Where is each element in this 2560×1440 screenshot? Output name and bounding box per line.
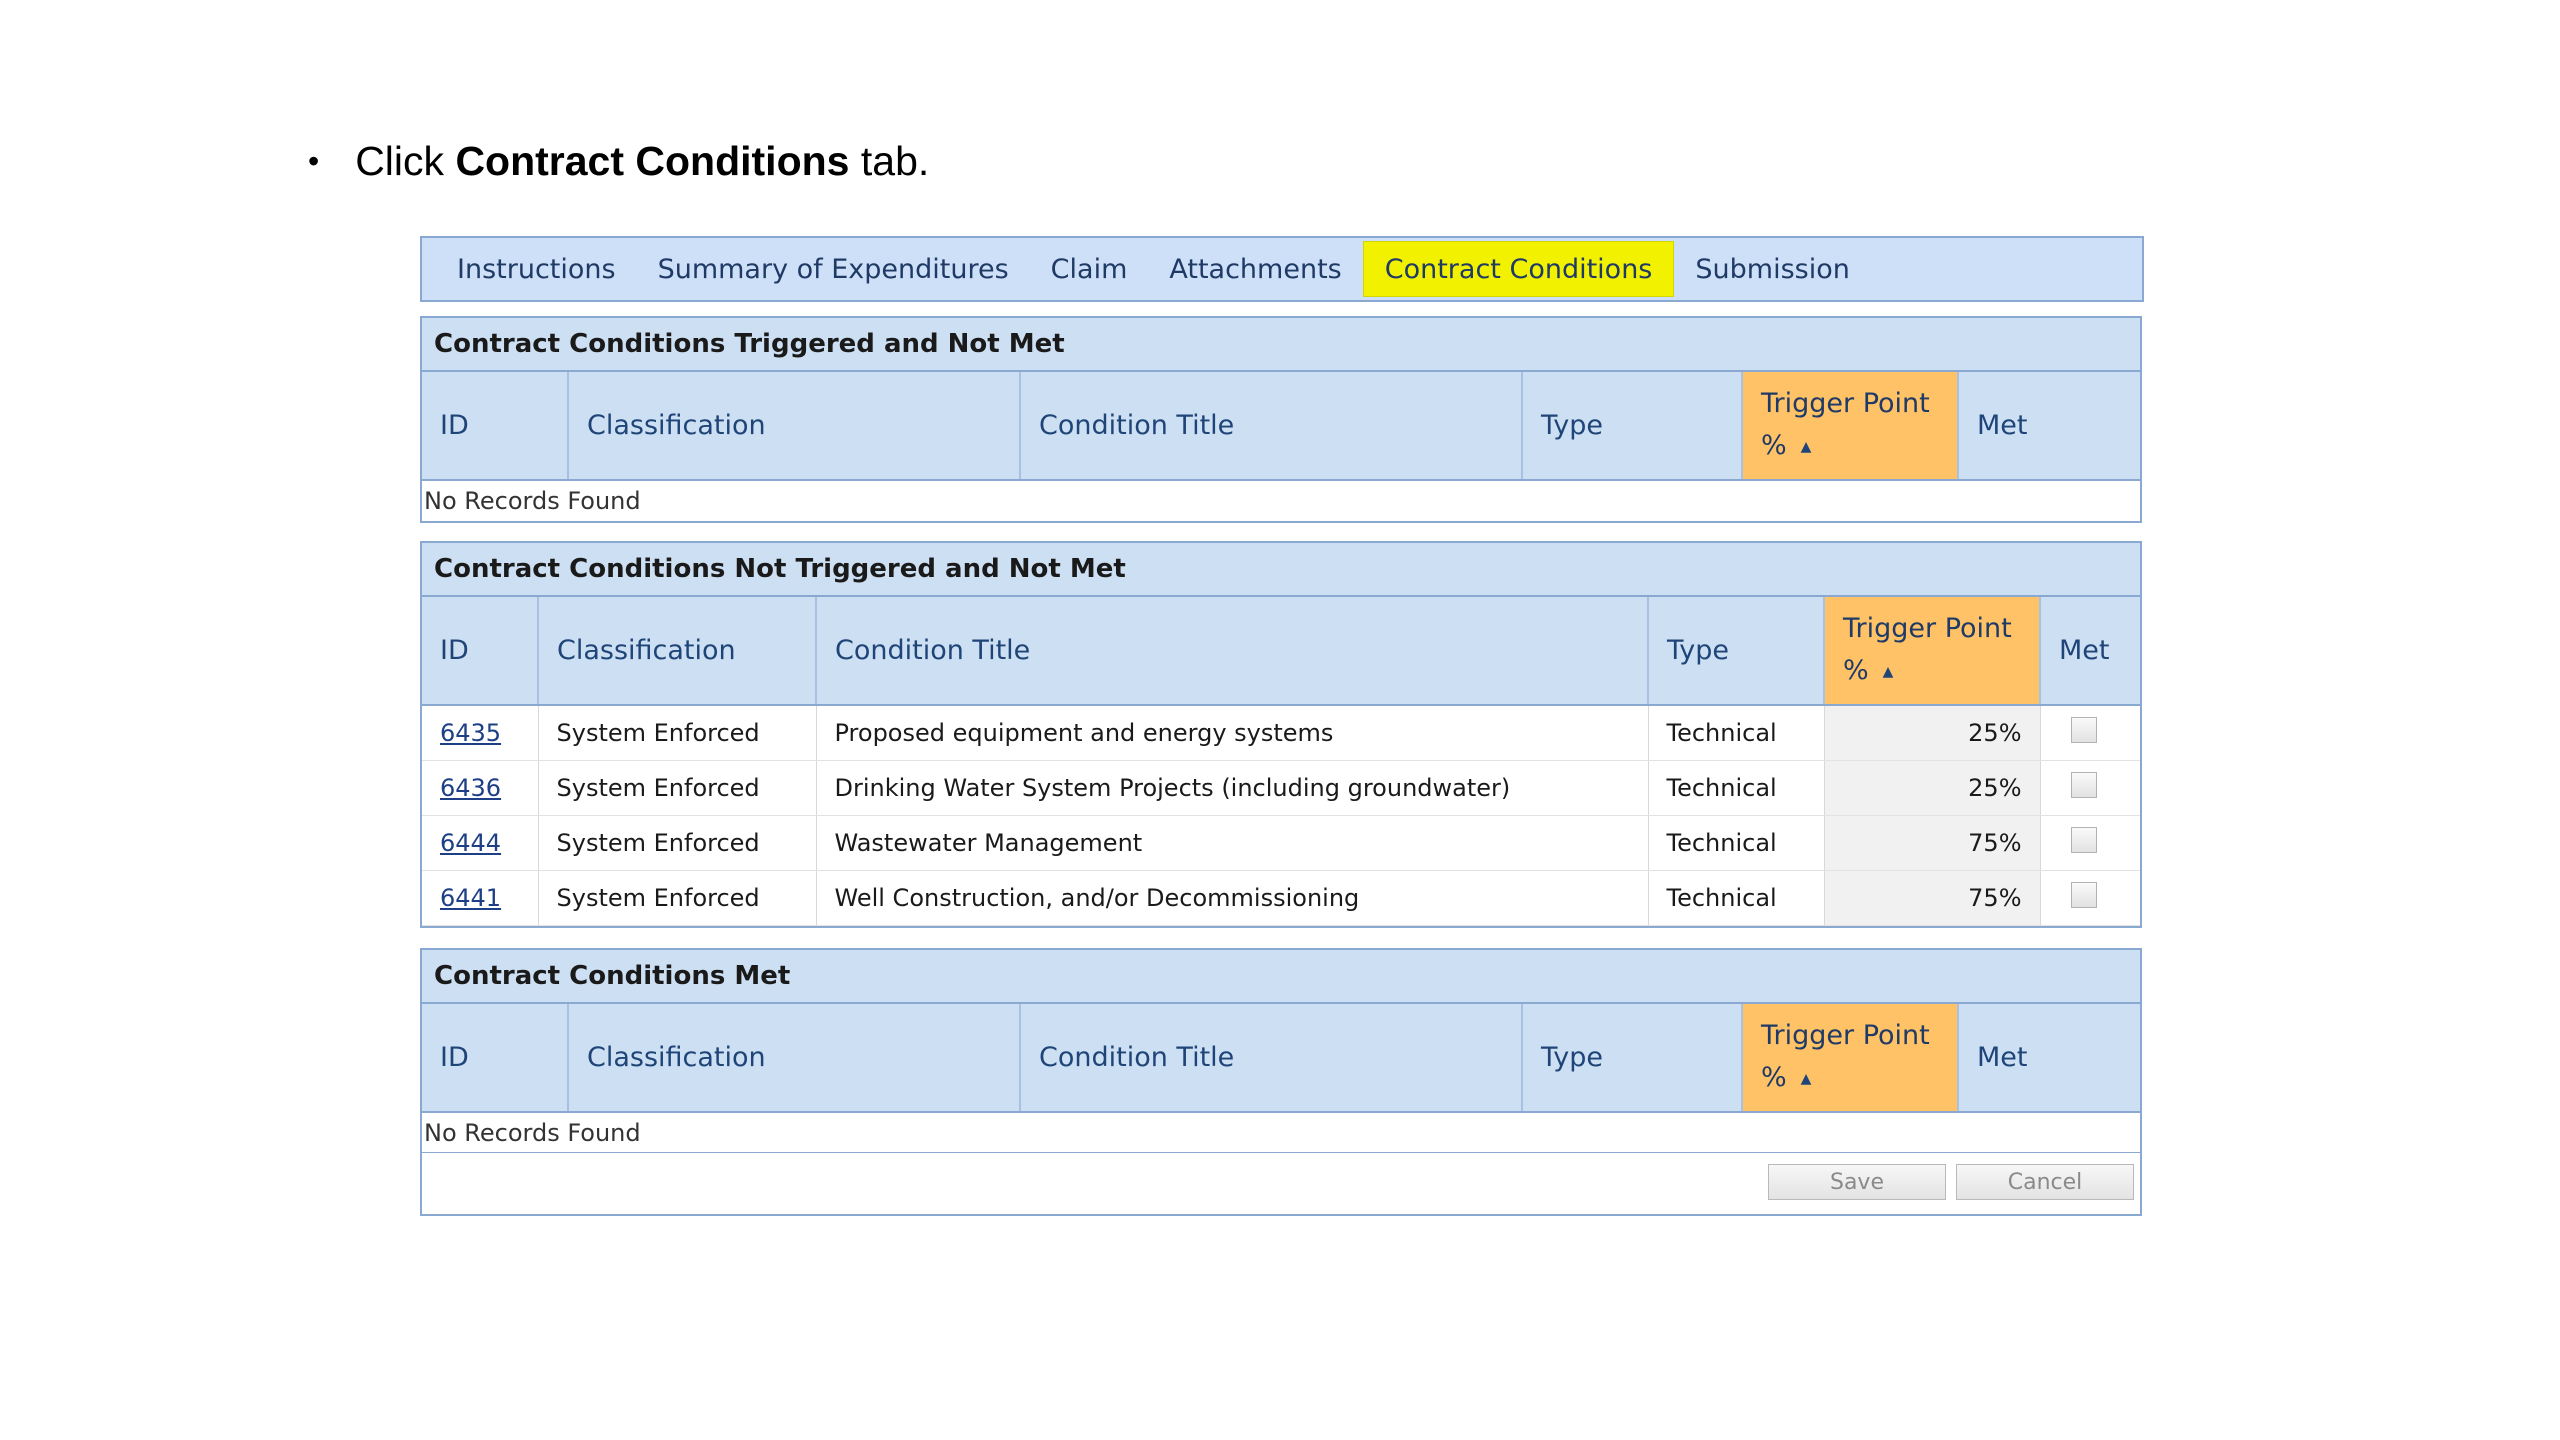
section-title: Contract Conditions Not Triggered and Not Met — [422, 543, 2140, 597]
trigger-label: Trigger Point — [1843, 613, 2012, 645]
column-header-met[interactable]: Met — [2040, 597, 2140, 705]
instruction-text — [308, 138, 929, 185]
condition-id-link[interactable]: 6441 — [440, 883, 502, 912]
instruction-suffix: tab. — [860, 138, 930, 184]
column-header-met[interactable]: Met — [1958, 372, 2140, 480]
no-records-message: No Records Found — [424, 487, 641, 515]
table-row — [422, 760, 2140, 815]
tab-contract-conditions[interactable]: Contract Conditions — [1363, 241, 1675, 297]
section-not-triggered-not-met — [420, 541, 2142, 928]
column-header-classification[interactable]: Classification — [568, 1004, 1020, 1112]
column-header-classification[interactable]: Classification — [538, 597, 816, 705]
column-header-id[interactable]: ID — [422, 597, 538, 705]
conditions-table — [422, 372, 2140, 481]
condition-title-cell: Wastewater Management — [816, 815, 1648, 870]
section-title: Contract Conditions Met — [422, 950, 2140, 1004]
trigger-pct: % — [1843, 655, 1869, 687]
met-checkbox[interactable] — [2071, 717, 2097, 743]
column-header-condition-title[interactable]: Condition Title — [816, 597, 1648, 705]
tab-instructions[interactable]: Instructions — [457, 253, 616, 285]
column-header-id[interactable]: ID — [422, 1004, 568, 1112]
column-header-id[interactable]: ID — [422, 372, 568, 480]
trigger-point-cell: 25% — [1824, 705, 2040, 760]
column-header-classification[interactable]: Classification — [568, 372, 1020, 480]
classification-cell: System Enforced — [538, 760, 816, 815]
section-met — [420, 948, 2142, 1216]
trigger-label: Trigger Point — [1761, 388, 1930, 420]
met-checkbox[interactable] — [2071, 827, 2097, 853]
bullet: • — [308, 143, 320, 179]
column-header-met[interactable]: Met — [1958, 1004, 2140, 1112]
sort-ascending-icon: ▲ — [1800, 1070, 1812, 1087]
form-actions — [1768, 1164, 2134, 1200]
conditions-table — [422, 597, 2140, 926]
table-row — [422, 870, 2140, 925]
instruction-bold: Contract Conditions — [455, 138, 850, 184]
condition-id-link[interactable]: 6436 — [440, 773, 502, 802]
conditions-table — [422, 1004, 2140, 1113]
tab-bar — [420, 236, 2144, 302]
sort-ascending-icon: ▲ — [1800, 438, 1812, 455]
condition-title-cell: Proposed equipment and energy systems — [816, 705, 1648, 760]
section-title: Contract Conditions Triggered and Not Met — [422, 318, 2140, 372]
no-records-message: No Records Found — [422, 1113, 2140, 1153]
column-header-trigger-point[interactable] — [1742, 372, 1958, 480]
column-header-type[interactable]: Type — [1522, 372, 1742, 480]
column-header-trigger-point[interactable] — [1742, 1004, 1958, 1112]
section-triggered-not-met — [420, 316, 2142, 523]
cancel-button[interactable]: Cancel — [1956, 1164, 2134, 1200]
instruction-prefix: Click — [355, 138, 445, 184]
table-row — [422, 815, 2140, 870]
trigger-pct: % — [1761, 430, 1787, 462]
classification-cell: System Enforced — [538, 870, 816, 925]
condition-title-cell: Well Construction, and/or Decommissioning — [816, 870, 1648, 925]
trigger-label: Trigger Point — [1761, 1020, 1930, 1052]
type-cell: Technical — [1648, 870, 1824, 925]
met-checkbox[interactable] — [2071, 772, 2097, 798]
sort-ascending-icon: ▲ — [1882, 663, 1894, 680]
classification-cell: System Enforced — [538, 815, 816, 870]
save-button[interactable]: Save — [1768, 1164, 1946, 1200]
type-cell: Technical — [1648, 815, 1824, 870]
column-header-condition-title[interactable]: Condition Title — [1020, 1004, 1522, 1112]
table-row — [422, 705, 2140, 760]
type-cell: Technical — [1648, 705, 1824, 760]
type-cell: Technical — [1648, 760, 1824, 815]
column-header-trigger-point[interactable] — [1824, 597, 2040, 705]
tab-submission[interactable]: Submission — [1695, 253, 1850, 285]
tab-summary-of-expenditures[interactable]: Summary of Expenditures — [657, 253, 1009, 285]
trigger-pct: % — [1761, 1062, 1787, 1094]
classification-cell: System Enforced — [538, 705, 816, 760]
column-header-type[interactable]: Type — [1648, 597, 1824, 705]
column-header-type[interactable]: Type — [1522, 1004, 1742, 1112]
trigger-point-cell: 75% — [1824, 870, 2040, 925]
column-header-condition-title[interactable]: Condition Title — [1020, 372, 1522, 480]
condition-title-cell: Drinking Water System Projects (including groundwater) — [816, 760, 1648, 815]
tab-claim[interactable]: Claim — [1050, 253, 1128, 285]
tab-attachments[interactable]: Attachments — [1169, 253, 1342, 285]
condition-id-link[interactable]: 6444 — [440, 828, 502, 857]
trigger-point-cell: 25% — [1824, 760, 2040, 815]
met-checkbox[interactable] — [2071, 882, 2097, 908]
trigger-point-cell: 75% — [1824, 815, 2040, 870]
condition-id-link[interactable]: 6435 — [440, 718, 502, 747]
